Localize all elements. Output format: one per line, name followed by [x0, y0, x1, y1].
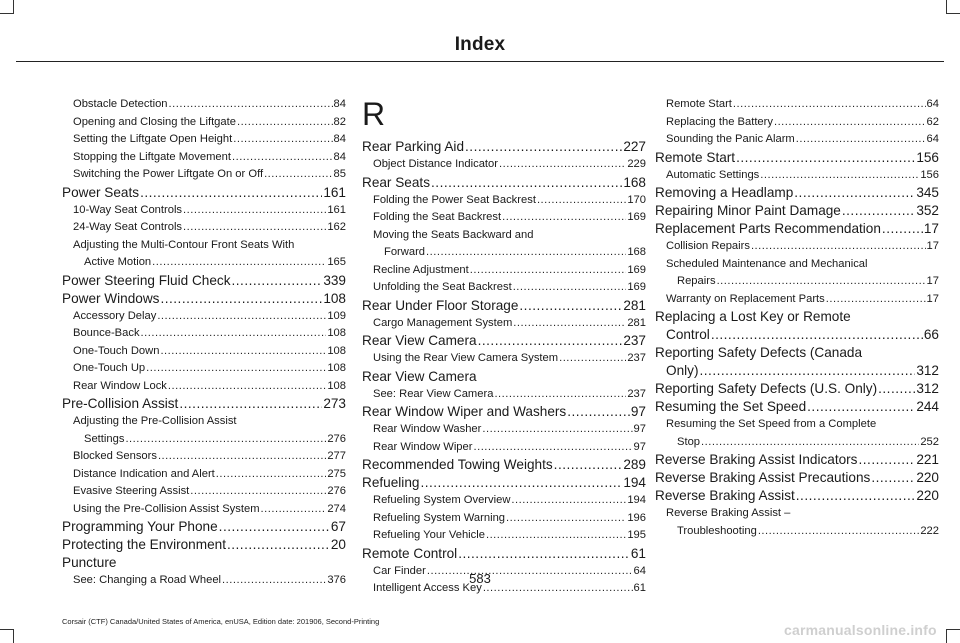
header-divider	[16, 61, 944, 62]
index-entry-wrapped[interactable]: Reverse Braking Assist – Troubleshooting ..... 222	[655, 505, 939, 540]
index-entry[interactable]: Intelligent Access Key ..... 61	[362, 580, 646, 598]
index-entry[interactable]: Collision Repairs ..... 17	[655, 238, 939, 256]
index-heading[interactable]: Rear Seats ..... 168	[362, 174, 646, 192]
index-heading[interactable]: Power Windows ..... 108	[62, 290, 346, 308]
index-heading[interactable]: Rear Under Floor Storage ..... 281	[362, 297, 646, 315]
index-entry[interactable]: Accessory Delay ..... 109	[62, 308, 346, 326]
index-heading[interactable]: Recommended Towing Weights ..... 289	[362, 456, 646, 474]
section-letter: R	[362, 96, 386, 132]
index-entry[interactable]: Cargo Management System ..... 281	[362, 315, 646, 333]
index-entry-wrapped[interactable]: Adjusting the Multi-Contour Front Seats With Active Motion ..... 165	[62, 237, 346, 272]
index-heading[interactable]: Refueling ..... 194	[362, 474, 646, 492]
index-entry[interactable]: Rear Window Washer ..... 97	[362, 421, 646, 439]
index-heading[interactable]: Rear Parking Aid ..... 227	[362, 138, 646, 156]
index-entry-wrapped[interactable]: Adjusting the Pre-Collision Assist Settings ..... 276	[62, 413, 346, 448]
index-entry[interactable]: See: Changing a Road Wheel ..... 376	[62, 572, 346, 590]
index-column-2	[362, 96, 646, 598]
page-title: Index	[454, 34, 506, 55]
index-entry[interactable]: Using the Rear View Camera System ..... 237	[362, 350, 646, 368]
index-heading[interactable]: Rear View Camera	[362, 368, 477, 384]
index-entry[interactable]: Folding the Seat Backrest ..... 169	[362, 209, 646, 227]
index-entry[interactable]: Setting the Liftgate Open Height ..... 84	[62, 131, 346, 149]
index-entry[interactable]: Refueling System Overview ..... 194	[362, 492, 646, 510]
index-entry[interactable]: Sounding the Panic Alarm ..... 64	[655, 131, 939, 149]
index-entry-wrapped[interactable]: Moving the Seats Backward and Forward ..... 168	[362, 227, 646, 262]
index-entry[interactable]: Bounce-Back ..... 108	[62, 325, 346, 343]
index-column-1	[62, 96, 346, 590]
index-heading[interactable]: Programming Your Phone ..... 67	[62, 518, 346, 536]
index-entry[interactable]: See: Rear View Camera ..... 237	[362, 386, 646, 404]
watermark: carmanualsonline.info	[784, 622, 937, 638]
crop-mark-bottom-left	[0, 629, 14, 643]
index-entry[interactable]: Switching the Power Liftgate On or Off ..... 85	[62, 166, 346, 184]
index-heading[interactable]: Rear Window Wiper and Washers ..... 97	[362, 403, 646, 421]
index-heading[interactable]: Removing a Headlamp ..... 345	[655, 184, 939, 202]
index-heading[interactable]: Repairing Minor Paint Damage ..... 352	[655, 202, 939, 220]
index-heading[interactable]: Power Seats ..... 161	[62, 184, 346, 202]
index-entry[interactable]: 24-Way Seat Controls ..... 162	[62, 219, 346, 237]
index-entry[interactable]: One-Touch Up ..... 108	[62, 360, 346, 378]
index-entry[interactable]: Object Distance Indicator ..... 229	[362, 156, 646, 174]
index-entry[interactable]: One-Touch Down ..... 108	[62, 343, 346, 361]
index-entry[interactable]: Refueling System Warning ..... 196	[362, 510, 646, 528]
index-heading[interactable]: Remote Start ..... 156	[655, 149, 939, 167]
crop-mark-bottom-right	[946, 629, 960, 643]
index-entry[interactable]: Folding the Power Seat Backrest ..... 170	[362, 192, 646, 210]
index-column-3	[655, 96, 939, 540]
index-heading[interactable]: Remote Control ..... 61	[362, 545, 646, 563]
index-heading[interactable]: Resuming the Set Speed ..... 244	[655, 398, 939, 416]
index-entry[interactable]: Remote Start ..... 64	[655, 96, 939, 114]
index-heading[interactable]: Reverse Braking Assist ..... 220	[655, 487, 939, 505]
index-entry[interactable]: Automatic Settings ..... 156	[655, 167, 939, 185]
index-heading[interactable]: Protecting the Environment ..... 20	[62, 536, 346, 554]
index-entry[interactable]: Stopping the Liftgate Movement ..... 84	[62, 149, 346, 167]
index-entry[interactable]: Recline Adjustment ..... 169	[362, 262, 646, 280]
index-heading[interactable]: Replacement Parts Recommendation ..... 17	[655, 220, 939, 238]
index-heading-wrapped[interactable]: Reporting Safety Defects (Canada Only) ..... 312	[655, 344, 939, 380]
index-heading[interactable]: Reverse Braking Assist Indicators ..... 221	[655, 451, 939, 469]
index-entry[interactable]: Using the Pre-Collision Assist System ..... 274	[62, 501, 346, 519]
index-entry[interactable]: Warranty on Replacement Parts ..... 17	[655, 291, 939, 309]
index-entry-wrapped[interactable]: Resuming the Set Speed from a Complete Stop ..... 252	[655, 416, 939, 451]
index-heading[interactable]: Puncture	[62, 555, 117, 570]
index-heading[interactable]: Reverse Braking Assist Precautions ..... 220	[655, 469, 939, 487]
index-entry[interactable]: Opening and Closing the Liftgate ..... 82	[62, 114, 346, 132]
index-heading[interactable]: Pre-Collision Assist ..... 273	[62, 395, 346, 413]
index-entry[interactable]: Refueling Your Vehicle ..... 195	[362, 527, 646, 545]
page-header	[0, 0, 960, 62]
page-number: 583	[469, 571, 491, 586]
index-heading[interactable]: Reporting Safety Defects (U.S. Only) ..... 312	[655, 380, 939, 398]
index-entry[interactable]: Replacing the Battery ..... 62	[655, 114, 939, 132]
index-entry[interactable]: 10-Way Seat Controls ..... 161	[62, 202, 346, 220]
index-entry[interactable]: Car Finder ..... 64	[362, 563, 646, 581]
index-heading[interactable]: Rear View Camera ..... 237	[362, 332, 646, 350]
index-entry[interactable]: Obstacle Detection ..... 84	[62, 96, 346, 114]
index-entry[interactable]: Blocked Sensors ..... 277	[62, 448, 346, 466]
index-entry[interactable]: Rear Window Lock ..... 108	[62, 378, 346, 396]
index-entry[interactable]: Unfolding the Seat Backrest ..... 169	[362, 279, 646, 297]
edition-footer: Corsair (CTF) Canada/United States of America, enUSA, Edition date: 201906, Second-Printing	[62, 617, 380, 626]
index-entry[interactable]: Distance Indication and Alert ..... 275	[62, 466, 346, 484]
index-entry-wrapped[interactable]: Scheduled Maintenance and Mechanical Repairs ..... 17	[655, 256, 939, 291]
index-entry[interactable]: Evasive Steering Assist ..... 276	[62, 483, 346, 501]
index-heading[interactable]: Power Steering Fluid Check ..... 339	[62, 272, 346, 290]
index-entry[interactable]: Rear Window Wiper ..... 97	[362, 439, 646, 457]
index-heading-wrapped[interactable]: Replacing a Lost Key or Remote Control ..... 66	[655, 308, 939, 344]
